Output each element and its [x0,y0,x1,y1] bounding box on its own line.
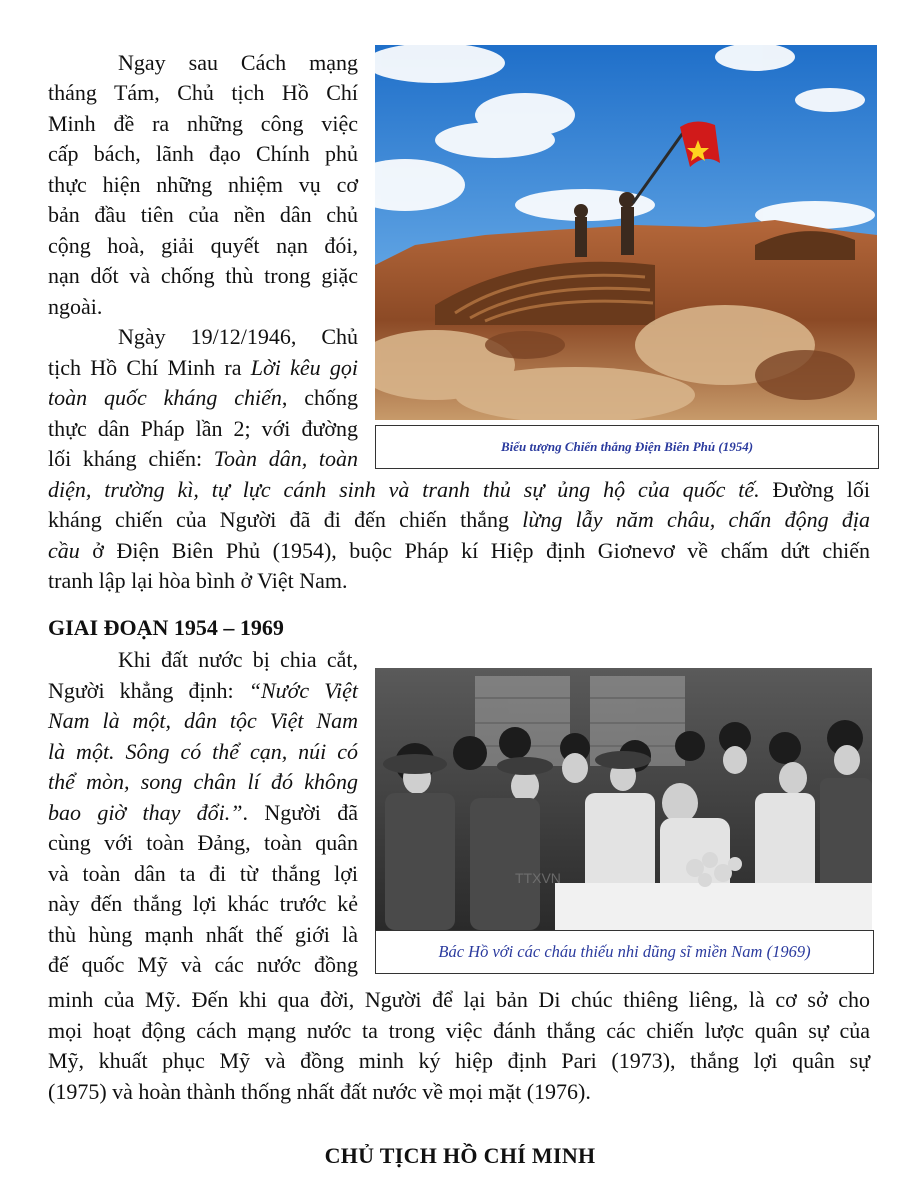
paragraph-3-line-3 [48,706,358,737]
paragraph-3-line-8: và toàn dân ta đi từ thắng lợi [48,861,358,886]
italic-text: cầu [48,538,80,563]
italic-text: Lời kêu gọi [250,355,358,380]
paragraph-1-line-4: cấp bách, lãnh đạo Chính phủ [48,141,358,166]
text-run: lối kháng chiến: [48,446,214,471]
italic-text: lừng lẫy năm châu, chấn động địa [522,507,870,532]
paragraph-2-line-5 [48,444,358,475]
italic-text: diện, trường kì, tự lực cánh sinh và tranh thủ sự ủng hộ của quốc tế. [48,477,760,502]
paragraph-1-line-2: tháng Tám, Chủ tịch Hồ Chí [48,80,358,105]
paragraph-3-line-2 [48,676,358,707]
paragraph-1-line-1: Ngay sau Cách mạng [118,50,358,75]
paragraph-3-line-6 [48,798,358,829]
paragraph-3-line-9: này đến thắng lợi khác trước kẻ [48,891,358,916]
photo-caption-dien-bien-phu: Biểu tượng Chiến thắng Điện Biên Phủ (1954) [375,425,879,469]
italic-text: toàn quốc kháng chiến [48,385,282,410]
text-run: Đường lối [759,477,870,502]
footer-title: CHỦ TỊCH HỒ CHÍ MINH [324,1143,596,1168]
italic-text: thể mòn, song chân lí đó không [48,769,358,794]
text-run: tịch Hồ Chí Minh ra [48,355,251,380]
text-run: kháng chiến của Người đã đi đến chiến thắng [48,507,523,532]
paragraph-2-line-1: Ngày 19/12/1946, Chủ [118,324,358,349]
paragraph-2-line-7 [48,505,870,536]
paragraph-3-line-14: Mỹ, khuất phục Mỹ và đồng minh ký hiệp định Pari (1973), thắng lợi quân sự [48,1048,870,1073]
italic-text: Toàn dân, toàn [213,446,358,471]
paragraph-3-line-11: đế quốc Mỹ và các nước đồng [48,952,358,977]
text-run: , chống [281,385,358,410]
text-run: . Người đã [242,800,359,825]
watermark-text: TTXVN [515,870,561,886]
photo-caption-bac-ho: Bác Hồ với các cháu thiếu nhi dũng sĩ miền Nam (1969) [375,930,874,974]
paragraph-3-line-13: mọi hoạt động cách mạng nước ta trong việc đánh thắng các chiến lược quân sự của [48,1018,870,1043]
italic-text: “Nước Việt [248,678,359,703]
paragraph-3-line-15: (1975) và hoàn thành thống nhất đất nước về mọi mặt (1976). [48,1079,591,1104]
paragraph-1-line-3: Minh đề ra những công việc [48,111,358,136]
paragraph-1-line-7: cộng hoà, giải quyết nạn đói, [48,233,358,258]
photo-dien-bien-phu [375,45,877,420]
paragraph-1-line-5: thực hiện những nhiệm vụ cơ [48,172,358,197]
paragraph-2-line-4: thực dân Pháp lần 2; với đường [48,416,358,441]
dien-bien-phu-illustration [375,45,877,420]
italic-text: bao giờ thay đổi.” [48,800,243,825]
paragraph-3-line-12: minh của Mỹ. Đến khi qua đời, Người để lại bản Di chúc thiêng liêng, là cơ sở cho [48,987,870,1012]
photo-bac-ho-children [375,668,872,930]
italic-text: Nam là một, dân tộc Việt Nam [48,708,358,733]
paragraph-2-line-3 [48,383,358,414]
section-heading: GIAI ĐOẠN 1954 – 1969 [48,615,284,640]
paragraph-1-line-6: bản đầu tiên của nền dân chủ [48,202,358,227]
paragraph-1-line-8: nạn dốt và chống thù trong giặc [48,263,358,288]
text-run: ở Điện Biên Phủ (1954), buộc Pháp kí Hiệp định Giơnevơ về chấm dứt chiến [79,538,870,563]
paragraph-3-line-7: cùng với toàn Đảng, toàn quân [48,830,358,855]
paragraph-2-line-8 [48,536,870,567]
paragraph-2-line-6 [48,475,870,506]
italic-text: là một. Sông có thể cạn, núi có [48,739,358,764]
paragraph-3-line-5 [48,767,358,798]
paragraph-3-line-1: Khi đất nước bị chia cắt, [118,647,358,672]
paragraph-2-line-2 [48,353,358,384]
paragraph-2-line-9: tranh lập lại hòa bình ở Việt Nam. [48,568,348,593]
paragraph-3-line-4 [48,737,358,768]
text-run: Người khẳng định: [48,678,249,703]
paragraph-1-line-9: ngoài. [48,294,103,319]
bac-ho-children-illustration [375,668,872,930]
paragraph-3-line-10: thù hùng mạnh nhất thế giới là [48,922,358,947]
